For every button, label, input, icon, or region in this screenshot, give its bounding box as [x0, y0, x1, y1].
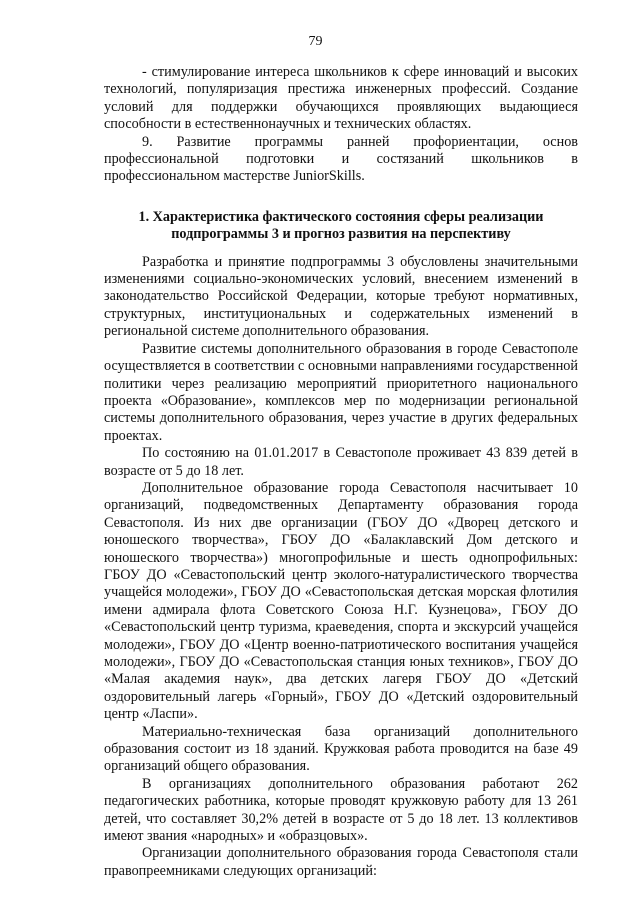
page-number: 79 — [308, 34, 323, 49]
paragraph-1: Разработка и принятие подпрограммы 3 обусловлены значительными изменениями социально-экономических условий, внесением изменений в законодательство Российской Федерации, которые требуют нормативных, структурных, институциональных и содержательных изменений в региональной системе дополнительного образования. — [104, 253, 578, 340]
section-title: 1. Характеристика фактического состояния сферы реализации подпрограммы 3 и прогноз развития на перспективу — [138, 208, 544, 243]
paragraph-3: По состоянию на 01.01.2017 в Севастополе проживает 43 839 детей в возрасте от 5 до 18 лет. — [104, 445, 578, 479]
list-item-9: 9. Развитие программы ранней профориентации, основ профессиональной подготовки и состязаний школьников в профессиональном мастерстве JuniorSkills. — [104, 133, 578, 185]
document-body — [104, 64, 578, 880]
paragraph-2: Развитие системы дополнительного образования в городе Севастополе осуществляется в соответствии с основными направлениями государственной политики через реализацию мероприятий приоритетного национального проекта «Образование», комплексов мер по модернизации региональной системы дополнительного образования, через участие в других федеральных проектах. — [104, 340, 578, 444]
paragraph-7: Организации дополнительного образования города Севастополя стали правопреемниками следующих организаций: — [104, 845, 578, 879]
paragraph-4: Дополнительное образование города Севастополя насчитывает 10 организаций, подведомственных Департаменту образования города Севастополя. Из них две организации (ГБОУ ДО «Дворец детского и юношеского творчества», ГБОУ ДО «Балаклавский Дом детского и юношеского творчества») многопрофильные и шесть однопрофильных: ГБОУ ДО «Севастопольский центр эколого-натуралистического творчества учащейся молодежи», ГБОУ ДО «Севастопольская детская морская флотилия имени адмирала флота Советского Союза Н.Г. Кузнецова», ГБОУ ДО «Севастопольский центр туризма, краеведения, спорта и экскурсий учащейся молодежи», ГБОУ ДО «Центр военно-патриотического воспитания учащейся молодежи», ГБОУ ДО «Севастопольская станция юных техников», ГБОУ ДО «Малая академия наук», два детских лагеря ГБОУ ДО «Детский оздоровительный лагерь «Горный», ГБОУ ДО «Детский оздоровительный центр «Ласпи». — [104, 479, 578, 723]
list-item-stimulation: - стимулирование интереса школьников к сфере инноваций и высоких технологий, популяризация престижа инженерных профессий. Создание условий для поддержки обучающихся проявляющих выдающиеся способности в естественнонаучных и технических областях. — [104, 64, 578, 133]
paragraph-5: Материально-техническая база организаций дополнительного образования состоит из 18 зданий. Кружковая работа проводится на базе 49 организаций общего образования. — [104, 723, 578, 775]
paragraph-6: В организациях дополнительного образования работают 262 педагогических работника, которые проводят кружковую работу для 13 261 детей, что составляет 30,2% детей в возрасте от 5 до 18 лет. 13 коллективов имеют звания «народных» и «образцовых». — [104, 775, 578, 845]
